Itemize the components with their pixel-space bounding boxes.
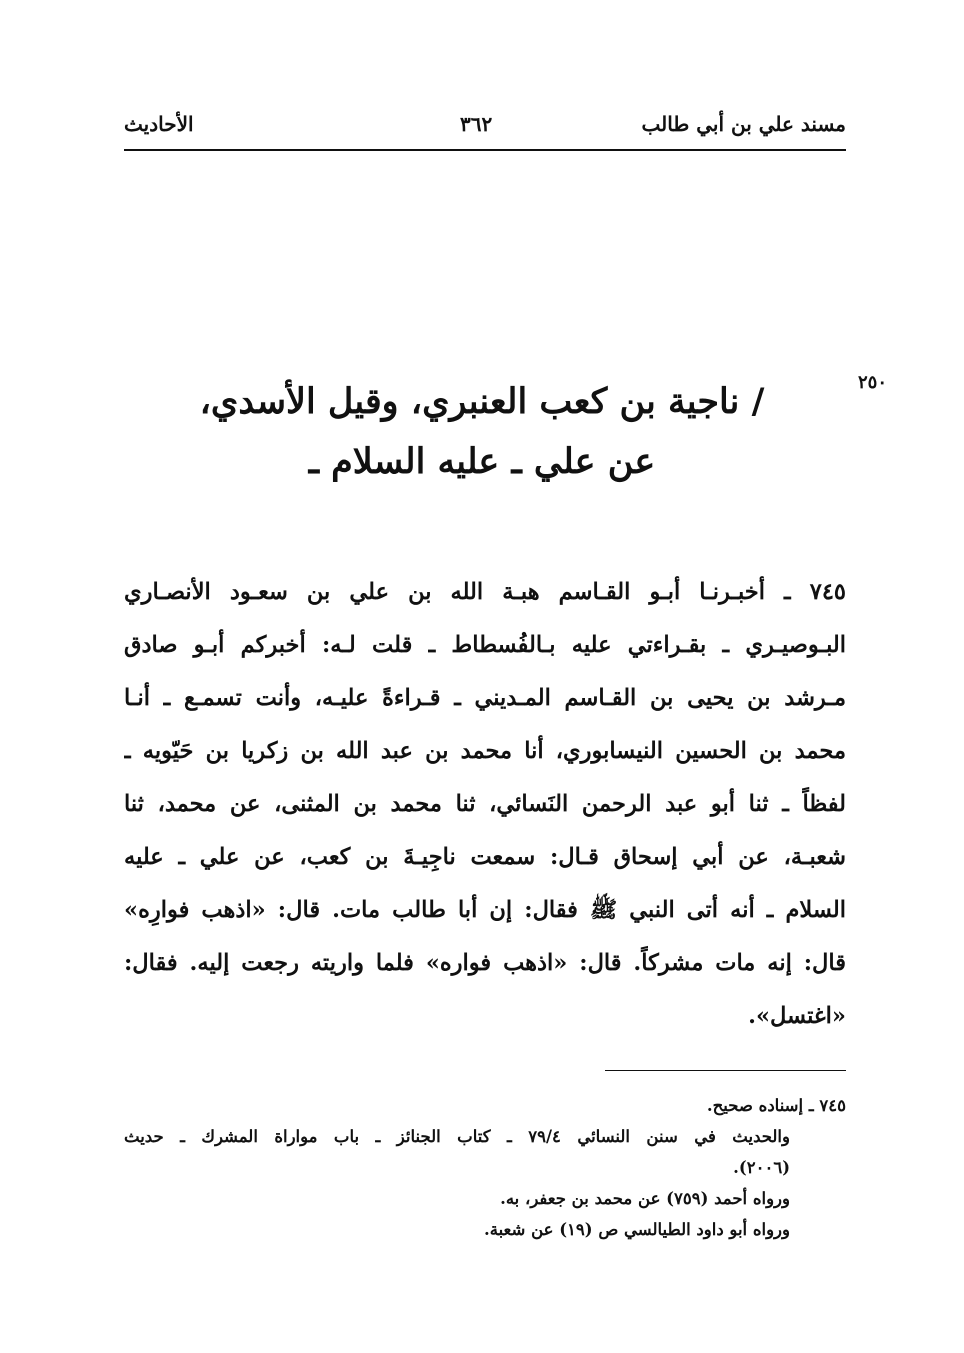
chapter-heading-line-2: عن علي ـ عليه السلام ـ: [308, 441, 656, 482]
hadith-line: شعبـة، عن أبي إسحاق قـال: سمعت ناجِيـةَ بن كعب، عن علي ـ عليه: [124, 844, 846, 870]
chapter-heading-line-1: / ناجية بن كعب العنبري، وقيل الأسدي،: [199, 381, 765, 422]
footnote-line: (٢٠٠٦).: [733, 1158, 790, 1177]
hadith-line: قال: إنه مات مشركاً. قال: «اذهب فواره» فلما واريته رجعت إليه. فقال:: [124, 950, 846, 976]
hadith-line: ٧٤٥ ـ أخبـرنـا أبـو القـاسم هبـة الله بن علي بن سعـود الأنصـاري: [124, 579, 846, 605]
hadith-line: مـرشد بن يحيى بن القـاسم المـديني ـ قـراءةً عليـه، وأنت تسمـع ـ أنـا: [124, 685, 846, 711]
footnote-line: ٧٤٥ ـ إسناده صحيح.: [706, 1096, 846, 1115]
hadith-line: محمد بن الحسين النيسابوري، أنا محمد بن عبد الله بن زكريا بن حَيّويه ـ: [124, 738, 846, 764]
running-header: [124, 112, 846, 142]
hadith-line: لفظاً ـ ثنا أبو عبد الرحمن النَسائي، ثنا محمد بن المثنى، عن محمد، ثنا: [124, 791, 846, 817]
section-name: الأحاديث: [124, 112, 194, 136]
footnote-line: والحديث في سنن النسائي ٧٩/٤ ـ كتاب الجنائز ـ باب مواراة المشرك ـ حديث: [124, 1127, 790, 1146]
footnote-line: ورواه أبو داود الطيالسي ص (١٩) عن شعبة.: [483, 1220, 790, 1239]
header-rule: [124, 149, 846, 151]
footnotes: [124, 1090, 846, 1245]
hadith-line: البـوصيـري ـ بقـراءتي عليه بـالفُسطاط ـ قلت لـه: أخبركم أبـو صادق: [124, 632, 846, 658]
page-number: ٣٦٢: [460, 112, 493, 136]
book-title: مسند علي بن أبي طالب: [641, 112, 846, 136]
hadith-line: السلام ـ أنه أتى النبي ﷺ فقال: إن أبا طالب مات. قال: «اذهب فوارِه»: [124, 897, 846, 923]
manuscript-page-marker: ٢٥٠: [858, 372, 888, 393]
footnote-line: ورواه أحمد (٧٥٩) عن محمد بن جعفر، به.: [500, 1189, 790, 1208]
footnote-separator: [605, 1070, 846, 1071]
hadith-line: «اغتسل».: [748, 1003, 846, 1029]
chapter-heading: [150, 372, 814, 492]
hadith-text: [124, 566, 846, 1043]
